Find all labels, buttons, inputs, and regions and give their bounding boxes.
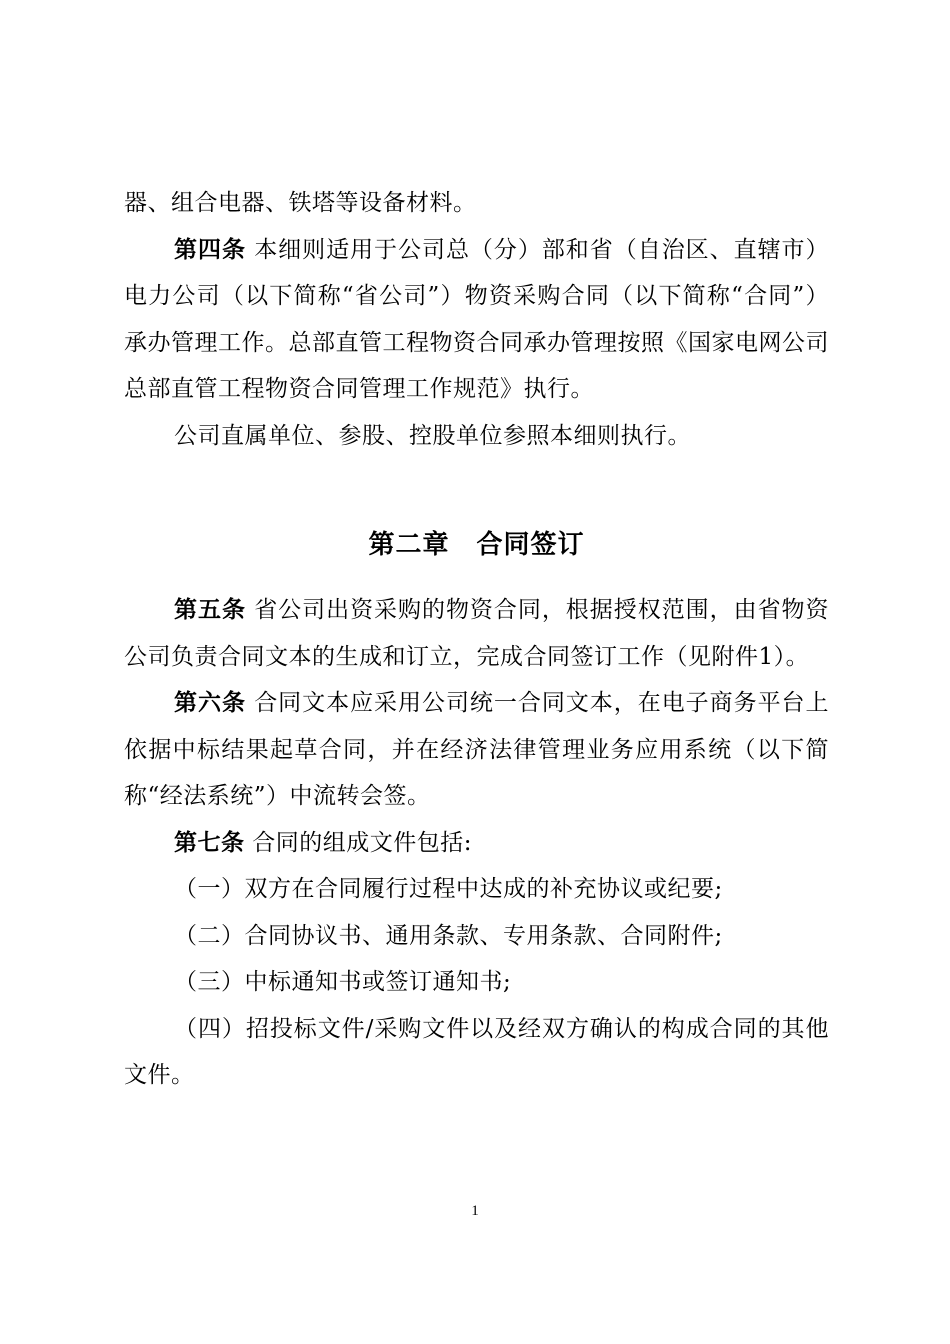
document-body-section-2	[124, 587, 829, 1099]
page-number: 1	[471, 1203, 479, 1219]
list-item-3: （三）中标通知书或签订通知书;	[174, 969, 512, 995]
article-7	[124, 820, 829, 867]
article-6-text: 合同文本应采用公司统一合同文本，在电子商务平台上依据中标结果起草合同，并在经济法律管理业务应用系统（以下简称“经法系统”）中流转会签。	[124, 690, 830, 809]
list-item-4: （四）招投标文件/采购文件以及经双方确认的构成合同的其他文件。	[124, 1015, 829, 1088]
list-item-2: （二）合同协议书、通用条款、专用条款、合同附件;	[174, 922, 723, 949]
article-7-text: 合同的组成文件包括:	[244, 829, 473, 856]
article-5-label: 第五条	[174, 597, 246, 623]
article-5-text: 省公司出资采购的物资合同，根据授权范围，由省物资公司负责合同文本的生成和订立，完成合同签订工作（见附件1）。	[124, 597, 830, 670]
document-body-section-1	[124, 180, 829, 459]
paragraph-affiliates: 公司直属单位、参股、控股单位参照本细则执行。	[174, 422, 691, 449]
article-4-label: 第四条	[174, 236, 246, 263]
article-4-text: 本细则适用于公司总（分）部和省（自治区、直辖市）电力公司（以下简称“省公司”）物资采购合同（以下简称“合同”）承办管理工作。总部直管工程物资合同承办管理按照《国家电网公司总部直管工程物资合同管理工作规范》执行。	[124, 236, 830, 402]
list-item-1: （一）双方在合同履行过程中达成的补充协议或纪要;	[174, 876, 723, 902]
article-6	[124, 680, 829, 820]
chapter-title: 第二章 合同签订	[368, 530, 585, 560]
article-6-label: 第六条	[174, 690, 246, 716]
article-4	[124, 227, 829, 413]
paragraph-continuation: 器、组合电器、铁塔等设备材料。	[124, 190, 477, 216]
article-5	[124, 587, 829, 680]
article-7-label: 第七条	[174, 829, 245, 856]
